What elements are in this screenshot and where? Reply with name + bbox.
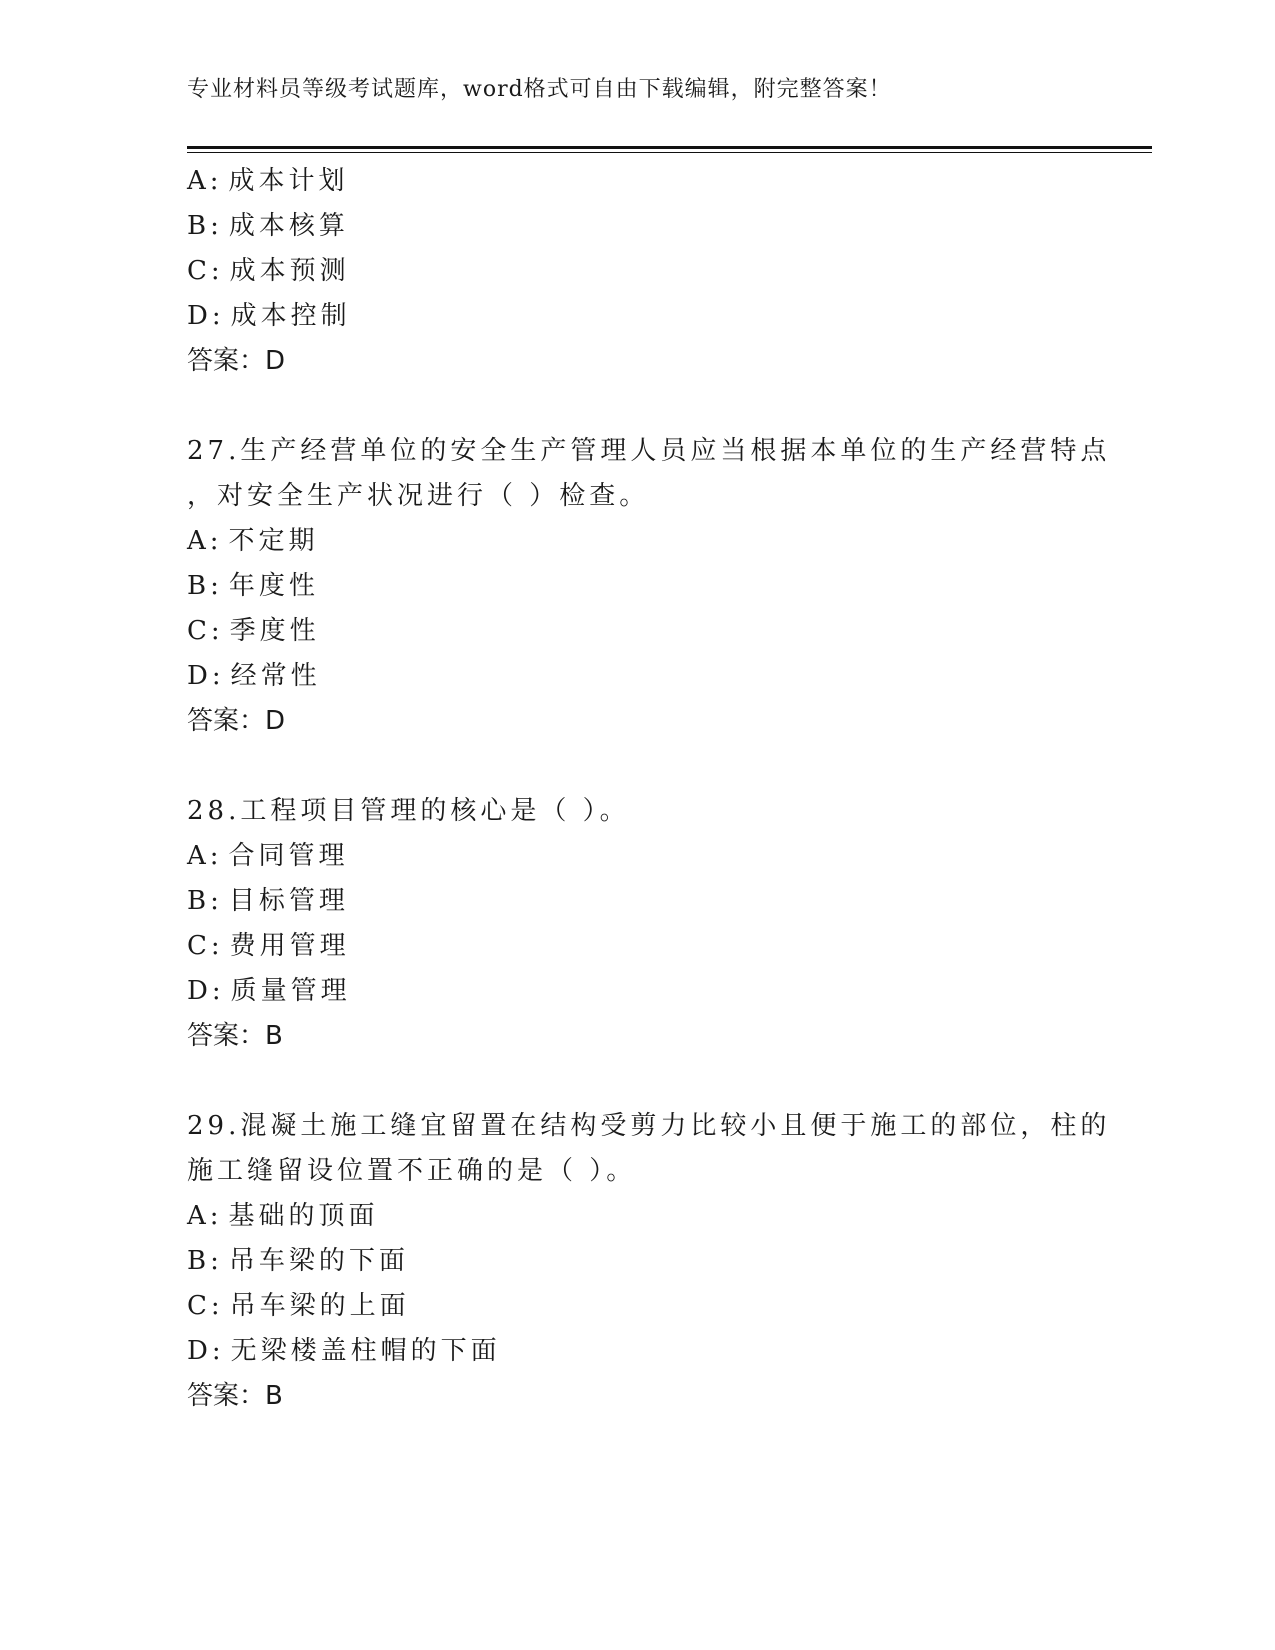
- q27-option-b: B: 年度性: [187, 571, 319, 601]
- header-rule-thick: [187, 146, 1152, 149]
- q26-option-a: A: 成本计划: [187, 166, 349, 196]
- q26-option-d: D: 成本控制: [187, 301, 351, 331]
- q26-option-b: B: 成本核算: [187, 211, 349, 241]
- q28-answer: 答案：B: [187, 1021, 283, 1051]
- q26-answer: 答案：D: [187, 346, 286, 376]
- q29-option-b: B: 吊车梁的下面: [187, 1246, 409, 1276]
- q29-answer: 答案：B: [187, 1381, 283, 1411]
- q26-option-c: C: 成本预测: [187, 256, 350, 286]
- q27-option-c: C: 季度性: [187, 616, 320, 646]
- page-header: 专业材料员等级考试题库，word格式可自由下载编辑，附完整答案！: [187, 77, 892, 102]
- q27-option-a: A: 不定期: [187, 526, 319, 556]
- q28-option-d: D: 质量管理: [187, 976, 351, 1006]
- q28-option-c: C: 费用管理: [187, 931, 350, 961]
- q28-option-b: B: 目标管理: [187, 886, 349, 916]
- q29-option-d: D: 无梁楼盖柱帽的下面: [187, 1336, 501, 1366]
- q28-stem-line1: 28.工程项目管理的核心是（ ）。: [187, 796, 630, 826]
- header-rule-thin: [187, 152, 1152, 153]
- q27-stem-line2: ，对安全生产状况进行（ ）检查。: [187, 481, 650, 511]
- q29-stem-line2: 施工缝留设位置不正确的是（ ）。: [187, 1156, 637, 1186]
- q29-stem-line1: 29.混凝土施工缝宜留置在结构受剪力比较小且便于施工的部位，柱的: [187, 1111, 1111, 1141]
- q27-answer: 答案：D: [187, 706, 286, 736]
- q28-option-a: A: 合同管理: [187, 841, 349, 871]
- q29-option-c: C: 吊车梁的上面: [187, 1291, 410, 1321]
- q27-option-d: D: 经常性: [187, 661, 321, 691]
- q29-option-a: A: 基础的顶面: [187, 1201, 379, 1231]
- q27-stem-line1: 27.生产经营单位的安全生产管理人员应当根据本单位的生产经营特点: [187, 436, 1111, 466]
